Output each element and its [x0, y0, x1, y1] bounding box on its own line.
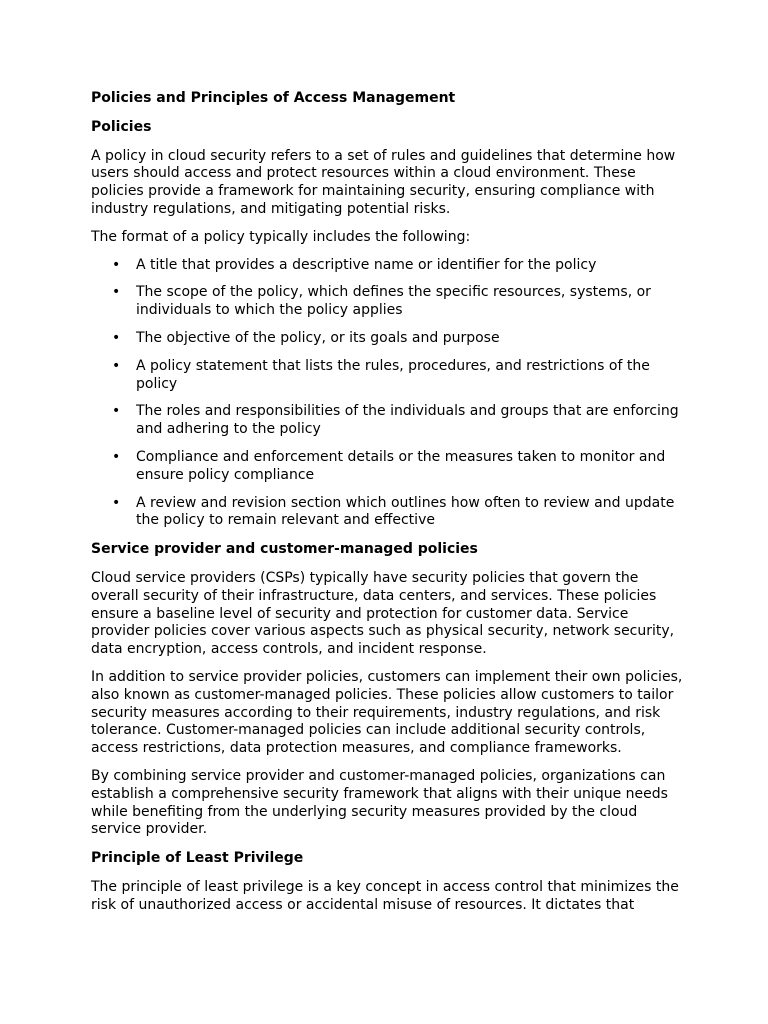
- list-item: [91, 330, 677, 348]
- text-line: individuals to which the policy applies: [136, 302, 403, 319]
- text-line: establish a comprehensive security framework that aligns with their unique needs: [91, 785, 668, 802]
- bullet-icon: •: [112, 284, 121, 301]
- text-line: A policy in cloud security refers to a set of rules and guidelines that determine how: [91, 147, 676, 164]
- list-item: [91, 495, 677, 531]
- text-line: provider policies cover various aspects such as physical security, network security,: [91, 623, 675, 640]
- section-heading-service-policies: Service provider and customer-managed policies: [91, 541, 478, 558]
- text-line: The principle of least privilege is a key concept in access control that minimizes the: [91, 878, 679, 895]
- text-line: policies provide a framework for maintaining security, ensuring compliance with: [91, 183, 655, 200]
- service-paragraph-2: [91, 668, 683, 758]
- service-paragraph-1: [91, 570, 677, 659]
- bullet-icon: •: [112, 494, 121, 511]
- text-line: overall security of their infrastructure, data centers, and services. These policies: [91, 587, 657, 604]
- text-line: By combining service provider and customer-managed policies, organizations can: [91, 767, 666, 784]
- policies-paragraph-1: [91, 148, 677, 219]
- text-line: industry regulations, and mitigating potential risks.: [91, 200, 451, 217]
- list-item: [91, 358, 677, 394]
- text-line: Cloud service providers (CSPs) typically have security policies that govern the: [91, 569, 639, 586]
- text-line: ensure policy compliance: [136, 466, 315, 483]
- text-line: and adhering to the policy: [136, 421, 321, 438]
- bullet-icon: •: [112, 357, 121, 374]
- text-line: the policy to remain relevant and effective: [136, 512, 435, 529]
- text-line: security measures according to their requirements, industry regulations, and risk: [91, 704, 661, 721]
- bullet-icon: •: [112, 329, 121, 346]
- section-heading-policies: Policies: [91, 118, 152, 135]
- text-line: risk of unauthorized access or accidental misuse of resources. It dictates that: [91, 896, 635, 913]
- text-line: A title that provides a descriptive name or identifier for the policy: [136, 256, 597, 273]
- text-line: The format of a policy typically includes the following:: [91, 228, 471, 245]
- service-paragraph-3: [91, 768, 677, 839]
- document-title: Policies and Principles of Access Management: [91, 90, 456, 106]
- text-line: In addition to service provider policies, customers can implement their own policies,: [91, 668, 683, 685]
- text-line: ensure a baseline level of security and protection for customer data. Service: [91, 605, 629, 622]
- text-line: users should access and protect resources within a cloud environment. These: [91, 165, 636, 182]
- text-line: The roles and responsibilities of the individuals and groups that are enforcing: [136, 403, 679, 420]
- text-line: A policy statement that lists the rules, procedures, and restrictions of the: [136, 357, 650, 374]
- section-heading-least-privilege: Principle of Least Privilege: [91, 850, 304, 867]
- text-line: Compliance and enforcement details or the measures taken to monitor and: [136, 448, 666, 465]
- list-item: [91, 284, 677, 320]
- policy-format-list: [91, 257, 677, 531]
- bullet-icon: •: [112, 448, 121, 465]
- bullet-icon: •: [112, 403, 121, 420]
- text-line: tolerance. Customer-managed policies can include additional security controls,: [91, 722, 646, 739]
- list-item: [91, 257, 677, 275]
- bullet-icon: •: [112, 256, 121, 273]
- text-line: while benefiting from the underlying security measures provided by the cloud: [91, 803, 638, 820]
- text-line: A review and revision section which outlines how often to review and update: [136, 494, 675, 511]
- text-line: The objective of the policy, or its goals and purpose: [136, 329, 500, 346]
- text-line: data encryption, access controls, and incident response.: [91, 641, 487, 658]
- text-line: policy: [136, 375, 178, 392]
- policies-paragraph-2: [91, 229, 677, 247]
- text-line: access restrictions, data protection measures, and compliance frameworks.: [91, 740, 622, 757]
- text-line: The scope of the policy, which defines the specific resources, systems, or: [136, 284, 651, 301]
- list-item: [91, 449, 677, 485]
- list-item: [91, 403, 677, 439]
- text-line: also known as customer-managed policies. These policies allow customers to tailor: [91, 686, 674, 703]
- text-line: service provider.: [91, 821, 208, 838]
- least-privilege-paragraph-1: [91, 879, 677, 915]
